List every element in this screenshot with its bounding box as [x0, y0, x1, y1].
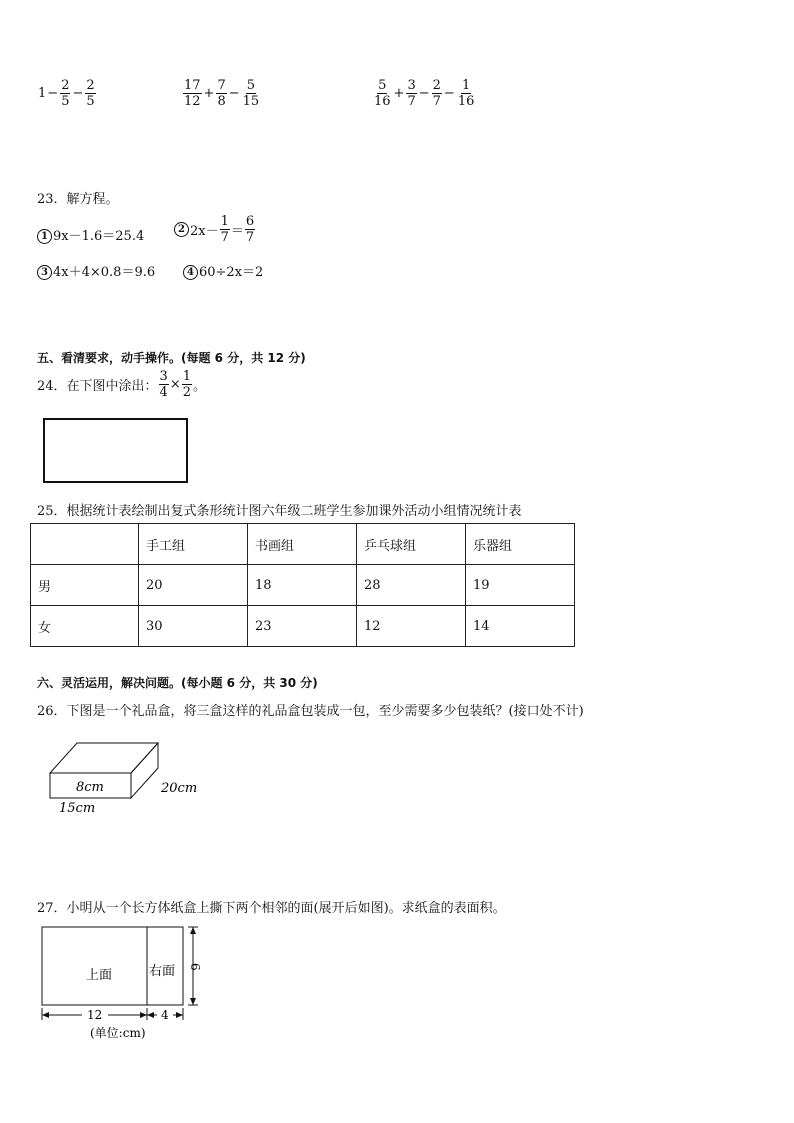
- denominator: 7: [432, 94, 441, 109]
- top-face-label: 上面: [86, 968, 113, 983]
- q25-title: 25．根据统计表绘制出复式条形统计图六年级二班学生参加课外活动小组情况统计表: [37, 504, 522, 519]
- fraction: [60, 78, 70, 109]
- table-header-cell: 乒乓球组: [357, 524, 466, 565]
- circle-number-4: 4: [183, 265, 198, 280]
- net-figure: [36, 922, 216, 1042]
- numerator: 3: [407, 78, 416, 93]
- operator: −: [418, 86, 430, 101]
- fraction: $\frac{1}{2}$: [182, 369, 192, 400]
- q24-prompt: [37, 369, 206, 400]
- box-height-label: 8cm: [76, 780, 104, 795]
- q24-prefix: 24．在下图中涂出：: [37, 379, 158, 394]
- denominator: 16: [457, 94, 475, 109]
- table-cell: 20: [139, 565, 248, 606]
- table-header-cell: 书画组: [248, 524, 357, 565]
- arrow-left-icon: [42, 1012, 49, 1018]
- table-row: [31, 606, 575, 647]
- unit-note: (单位:cm): [90, 1026, 146, 1040]
- q22-expr-2: [182, 78, 261, 109]
- fraction: [432, 78, 442, 109]
- q23-title: 23．解方程。: [37, 192, 119, 207]
- q23-eq1: [37, 225, 144, 244]
- table-header-cell: 手工组: [139, 524, 248, 565]
- table-row: [31, 565, 575, 606]
- fraction: [216, 78, 226, 109]
- q23-eq4: [183, 261, 263, 280]
- operator: −: [443, 86, 455, 101]
- arrow-right-icon: [140, 1012, 147, 1018]
- length-dim-label: 12: [87, 1008, 103, 1022]
- arrow-up-icon: [190, 927, 196, 934]
- fraction: [457, 78, 476, 109]
- table-cell: 18: [248, 565, 357, 606]
- denominator: 15: [242, 94, 260, 109]
- operator: −: [47, 86, 59, 101]
- table-cell: 19: [466, 565, 575, 606]
- q22-expr-3: [372, 78, 476, 109]
- denominator: 8: [217, 94, 226, 109]
- fraction: [242, 78, 261, 109]
- numerator: 5: [378, 78, 387, 93]
- section-5-heading: 五、看清要求，动手操作。(每题 6 分，共 12 分): [37, 351, 306, 365]
- table-header-row: [31, 524, 575, 565]
- numerator: 5: [246, 78, 256, 93]
- numerator: 2: [61, 78, 70, 93]
- equals-sign: ＝: [230, 224, 244, 239]
- fraction: [183, 78, 202, 109]
- q23-eq1-text: 9x－1.6＝25.4: [53, 229, 145, 244]
- q23-eq3: [37, 261, 155, 280]
- leading-number: 1: [38, 86, 47, 101]
- fraction: $\frac{6}{7}$: [245, 214, 255, 245]
- right-face-label: 右面: [149, 964, 176, 979]
- numerator: 7: [217, 78, 226, 93]
- circle-number-2: 2: [174, 222, 189, 237]
- denominator: 12: [184, 94, 201, 109]
- circle-number-3: 3: [37, 265, 52, 280]
- numerator: 17: [184, 78, 201, 93]
- table-cell: 28: [357, 565, 466, 606]
- operator: +: [203, 86, 215, 101]
- table-cell: 12: [357, 606, 466, 647]
- operator: −: [228, 86, 240, 101]
- denominator: 5: [61, 94, 70, 109]
- table-cell: 男: [31, 565, 139, 606]
- numerator: 2: [86, 78, 95, 93]
- table-header-cell: [31, 524, 139, 565]
- gift-box-figure: [40, 725, 198, 825]
- q23-eq2: [174, 214, 256, 245]
- q23-eq4-text: 60÷2x＝2: [199, 265, 264, 280]
- q27-title: 27．小明从一个长方体纸盒上撕下两个相邻的面(展开后如图)。求纸盒的表面积。: [37, 901, 506, 916]
- fraction: [373, 78, 392, 109]
- q23-eq2-pre: 2x－: [190, 224, 219, 239]
- table-header-cell: 乐器组: [466, 524, 575, 565]
- denominator: 7: [407, 94, 416, 109]
- fraction: [406, 78, 416, 109]
- q26-title: 26．下图是一个礼品盒，将三盒这样的礼品盒包装成一包，至少需要多少包装纸？(接口处不计): [37, 704, 584, 719]
- operator: +: [393, 86, 405, 101]
- table-cell: 23: [248, 606, 357, 647]
- table-cell: 14: [466, 606, 575, 647]
- fraction: [85, 78, 95, 109]
- fraction: $\frac{1}{7}$: [220, 214, 229, 245]
- circle-number-1: 1: [37, 229, 52, 244]
- denominator: 16: [374, 94, 391, 109]
- section-6-heading: 六、灵活运用，解决问题。(每小题 6 分，共 30 分): [37, 676, 318, 690]
- arrow-left-icon: [147, 1012, 154, 1018]
- box-side-face: [131, 743, 158, 798]
- denominator: 5: [86, 94, 95, 109]
- times-sign: ×: [169, 377, 181, 392]
- arrow-down-icon: [190, 998, 196, 1005]
- stats-table: [30, 523, 575, 647]
- table-cell: 女: [31, 606, 139, 647]
- numerator: 1: [461, 78, 471, 93]
- table-cell: 30: [139, 606, 248, 647]
- height-dim-label: 6: [188, 963, 202, 971]
- q24-rectangle[interactable]: [43, 418, 188, 483]
- q24-suffix: 。: [193, 379, 207, 394]
- top-face-rect: [42, 927, 147, 1005]
- box-top-face: [50, 743, 158, 773]
- q23-eq3-text: 4x＋4×0.8＝9.6: [53, 265, 156, 280]
- arrow-right-icon: [176, 1012, 183, 1018]
- width-dim-label: 4: [161, 1008, 169, 1022]
- box-width-label: 20cm: [161, 781, 198, 796]
- box-length-label: 15cm: [59, 801, 96, 816]
- q22-expr-1: [38, 78, 97, 109]
- fraction: $\frac{3}{4}$: [159, 369, 168, 400]
- operator: −: [72, 86, 84, 101]
- numerator: 2: [432, 78, 441, 93]
